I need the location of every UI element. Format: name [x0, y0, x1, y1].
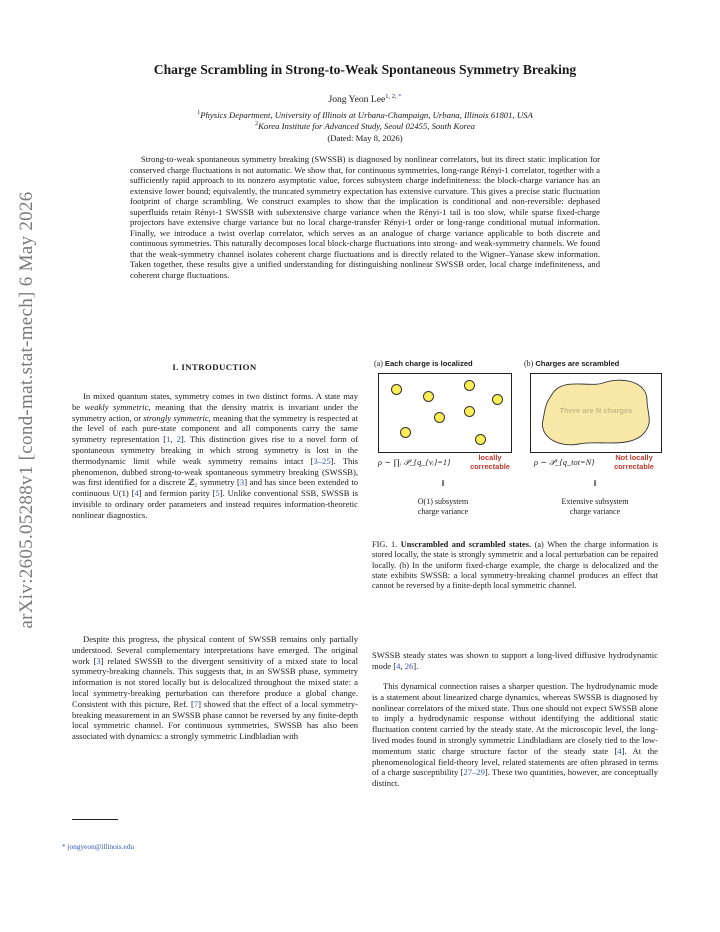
text-run: , meaning that the symmetry is respected at the level of each pure-state component and all components carry the same symmetry representation [: [72, 412, 358, 445]
charge-dot: [475, 434, 486, 445]
charge-dot: [423, 391, 434, 402]
intro-p2: [72, 634, 358, 742]
red-a-line1: locally: [478, 453, 502, 462]
panel-b-title: Charges are scrambled: [535, 359, 620, 368]
intro-p1: [72, 391, 358, 521]
charge-dot: [492, 394, 503, 405]
citation-link[interactable]: 1: [166, 434, 171, 445]
citation-link[interactable]: 3–25: [313, 455, 331, 466]
author-name: Jong Yeon Lee: [328, 94, 386, 106]
citation-link[interactable]: 4: [396, 660, 401, 671]
right-p0: [372, 650, 658, 672]
arxiv-stamp: [8, 0, 46, 932]
footnote-rule: [72, 819, 118, 820]
panel-a-box: [378, 373, 512, 453]
citation-link[interactable]: 2: [176, 434, 181, 445]
text-run: ]. Unlike conventional SSB, SWSSB is invisible to ordinary order parameters and instead requires information-theoretic nonlinear diagnostics.: [72, 488, 358, 520]
text-run: ]. At the phenomenological field-theory level, related statements are often phrased in terms of a charge susceptibility [: [372, 745, 658, 778]
charge-dot: [434, 412, 445, 423]
dated-line: (Dated: May 8, 2026): [327, 133, 403, 143]
red-b-line2: correctable: [614, 462, 654, 471]
result-a-line1: O(1) subsystem: [417, 497, 469, 506]
abstract: [130, 154, 600, 280]
panel-b-heading: [524, 359, 619, 368]
intro-paragraph-2: [72, 634, 358, 742]
figure-1: [370, 352, 670, 532]
text-run: , meaning that the density matrix is invariant under the symmetry action, or: [72, 401, 359, 423]
text-run: ]. This distinction gives rise to a novel form of spontaneous symmetry breaking in which strong symmetry is lost in the thermodynamic limit while weak symmetry remains intact [: [72, 434, 358, 466]
text-run: ]. This phenomenon, dubbed strong-to-weak spontaneous symmetry breaking (SWSSB), was first identified for a discrete ℤ₂ symmetry [: [72, 455, 358, 488]
affiliation-2-text: Korea Institute for Advanced Study, Seoul 02455, South Korea: [258, 120, 475, 131]
citation-link[interactable]: 4: [617, 745, 622, 756]
charge-dot: [391, 384, 402, 395]
author-affil-sup: 1, 2,: [385, 93, 399, 100]
arrow-a: ⇓: [439, 479, 447, 488]
text-run: ] showed that the effect of a local symmetry-breaking measurement in an SWSSB phase cannot be reversed by any finite-depth local symmetric channel. For continuous symmetries, SWSSB has also been associated with dynamics: a strongly symmetric Lindbladian with: [72, 698, 358, 742]
author-line: [60, 93, 670, 105]
result-b-line1: Extensive subsystem: [561, 497, 629, 506]
caption-bold: Unscrambled and scrambled states.: [400, 540, 532, 549]
citation-link[interactable]: 7: [193, 698, 199, 709]
panel-a-heading: [374, 359, 473, 368]
formula-a-text: ρ ∼ ∏ᵢ 𝒫_{q_{vᵢ}=1}: [378, 458, 451, 467]
text-run: ] and fermion parity [: [138, 488, 216, 499]
arrow-b: ⇓: [591, 479, 599, 488]
text-run: Despite this progress, the physical content of SWSSB remains only partially understood. Several complementary interpretations have emerged. The original work [: [72, 634, 358, 666]
red-b-line1: Not locally: [615, 453, 653, 462]
text-run: ,: [170, 434, 177, 445]
text-run: SWSSB steady states was shown to support a long-lived diffusive hydrodynamic mode [: [372, 650, 658, 671]
formula-b: [534, 457, 595, 468]
result-a: [378, 497, 508, 517]
right-p1: [372, 681, 658, 789]
formula-a: [378, 457, 450, 468]
citation-link[interactable]: 3: [96, 655, 101, 666]
citation-link[interactable]: 27–29: [463, 767, 485, 778]
text-run: ,: [400, 660, 405, 671]
citation-link[interactable]: 3: [239, 477, 245, 488]
result-b: [530, 497, 660, 517]
text-run: This dynamical connection raises a sharper question. The hydrodynamic mode is a statement about linearized charge dynamics, whereas SWSSB is diagnosed by nonlinear correlators of the mixed state. Thus one should not expect SWSSB alone to imply a hydrodynamic response without identifying the additional static fluctuation content carried by the steady state. At the microscopic level, the long-lived modes found in strongly symmetric Lindbladians are closely tied to the low-momentum static charge structure factor of the steady state [: [372, 681, 658, 756]
affiliation-1-text: Physics Department, University of Illinois at Urbana-Champaign, Urbana, Illinois 61801, USA: [200, 109, 533, 120]
citation-link[interactable]: 5: [215, 488, 220, 499]
panel-a-label: (a): [374, 359, 383, 368]
caption-text: (a) When the charge information is stored locally, the state is strongly symmetric and a local perturbation can be repaired locally. (b) In the uniform fixed-charge example, the charge is delocalized and the state exhibits SWSSB: a local symmetry-breaking channel produces an effect that cannot be reversed by a finite-depth local symmetric channel.: [372, 540, 658, 591]
figure-1-caption: [372, 540, 658, 591]
arxiv-id: arXiv:2605.05288v1 [cond-mat.stat-mech] 6 May 2026: [16, 191, 37, 629]
caption-label: FIG. 1.: [372, 540, 398, 549]
panel-b-box: [530, 373, 662, 453]
author-star-link[interactable]: *: [398, 93, 402, 100]
affiliation-2-sup: 2: [255, 121, 259, 127]
label-locally-correctable: [464, 453, 516, 471]
text-run: ] related SWSSB to the divergent sensitivity of a mixed state to local symmetry-breaking channels. This suggests that, in an SWSSB phase, symmetry information is not stored locally but is delocalized throughout the mixed state: a local symmetry-breaking perturbation can therefore produce a global change. Consistent with this picture, Ref. [: [72, 655, 358, 709]
footnote-star: *: [62, 842, 66, 851]
charge-dot: [464, 380, 475, 391]
result-a-line2: charge variance: [417, 507, 469, 516]
text-run: ]. These two quantities, however, are conceptually distinct.: [372, 767, 658, 789]
charge-dot: [400, 427, 411, 438]
emphasis: weakly symmetric: [84, 401, 149, 412]
red-a-line2: correctable: [470, 462, 510, 471]
intro-paragraph-1: [72, 391, 358, 521]
blob-text: There are N charges: [559, 406, 633, 415]
section-title-introduction: I. INTRODUCTION: [172, 362, 257, 372]
formula-b-text: ρ ∼ 𝒫_{q_tot=N}: [534, 458, 595, 467]
citation-link[interactable]: 4: [134, 488, 139, 499]
abstract-text: Strong-to-weak spontaneous symmetry breaking (SWSSB) is diagnosed by nonlinear correlators, but its direct static implication for conserved charge fluctuations is not automatic. We show that, for continuous symmetries, long-range Rényi-1 correlator, together with a sufficiently rapid approach to its nonzero asymptotic value, forces subsystem charge indefiniteness: the block-charge variance has an extensive lower bound; equivalently, the truncated symmetry expectation has extensive curvature. This gives a precise static fluctuation footprint of charge scrambling. We construct examples to show that the implication is conditional and non-reversible: dephased superfluids retain Rényi-1 SWSSB with subextensive charge variance when the Rényi-1 tail is too slow, while sparse fixed-charge projectors have extensive charge variance but no local charge-transfer Rényi-1 order or long-range conditional mutual information. Finally, we introduce a twist overlap correlator, which serves as an analogue of charge variance applicable to both discrete and continuous symmetries. This naturally decomposes local block-charge fluctuations into strong- and weak-symmetry channels. We found that the weak-symmetry channel isolates coherent charge fluctuations and is directly related to the Wigner–Yanase skew information. Taken together, these results give a unified understanding for distinguishing nonlinear SWSSB order, local charge indefiniteness, and coherent charge fluctuations.: [130, 154, 600, 280]
panel-a-title: Each charge is localized: [384, 359, 473, 368]
label-not-locally-correctable: [604, 453, 664, 471]
right-paragraph-1: [372, 681, 658, 789]
affiliation-2: [60, 119, 670, 132]
result-b-line2: charge variance: [569, 507, 621, 516]
citation-link[interactable]: 26: [404, 660, 414, 671]
affiliation-1-sup: 1: [197, 110, 201, 116]
paper-title: Charge Scrambling in Strong-to-Weak Spontaneous Symmetry Breaking: [153, 62, 577, 77]
text-run: ] and has since been extended to continuous U(1) [: [72, 477, 359, 499]
text-run: In mixed quantum states, symmetry comes in two distinct forms. A state may be: [72, 391, 358, 412]
footnote-email-link[interactable]: jongyeon@illinois.edu: [67, 842, 134, 851]
right-paragraph-0: [372, 650, 658, 672]
footnote: [62, 842, 134, 851]
charge-dot: [464, 406, 475, 417]
panel-b-label: (b): [524, 359, 534, 368]
text-run: ].: [413, 660, 419, 671]
emphasis: strongly symmetric: [143, 412, 209, 423]
